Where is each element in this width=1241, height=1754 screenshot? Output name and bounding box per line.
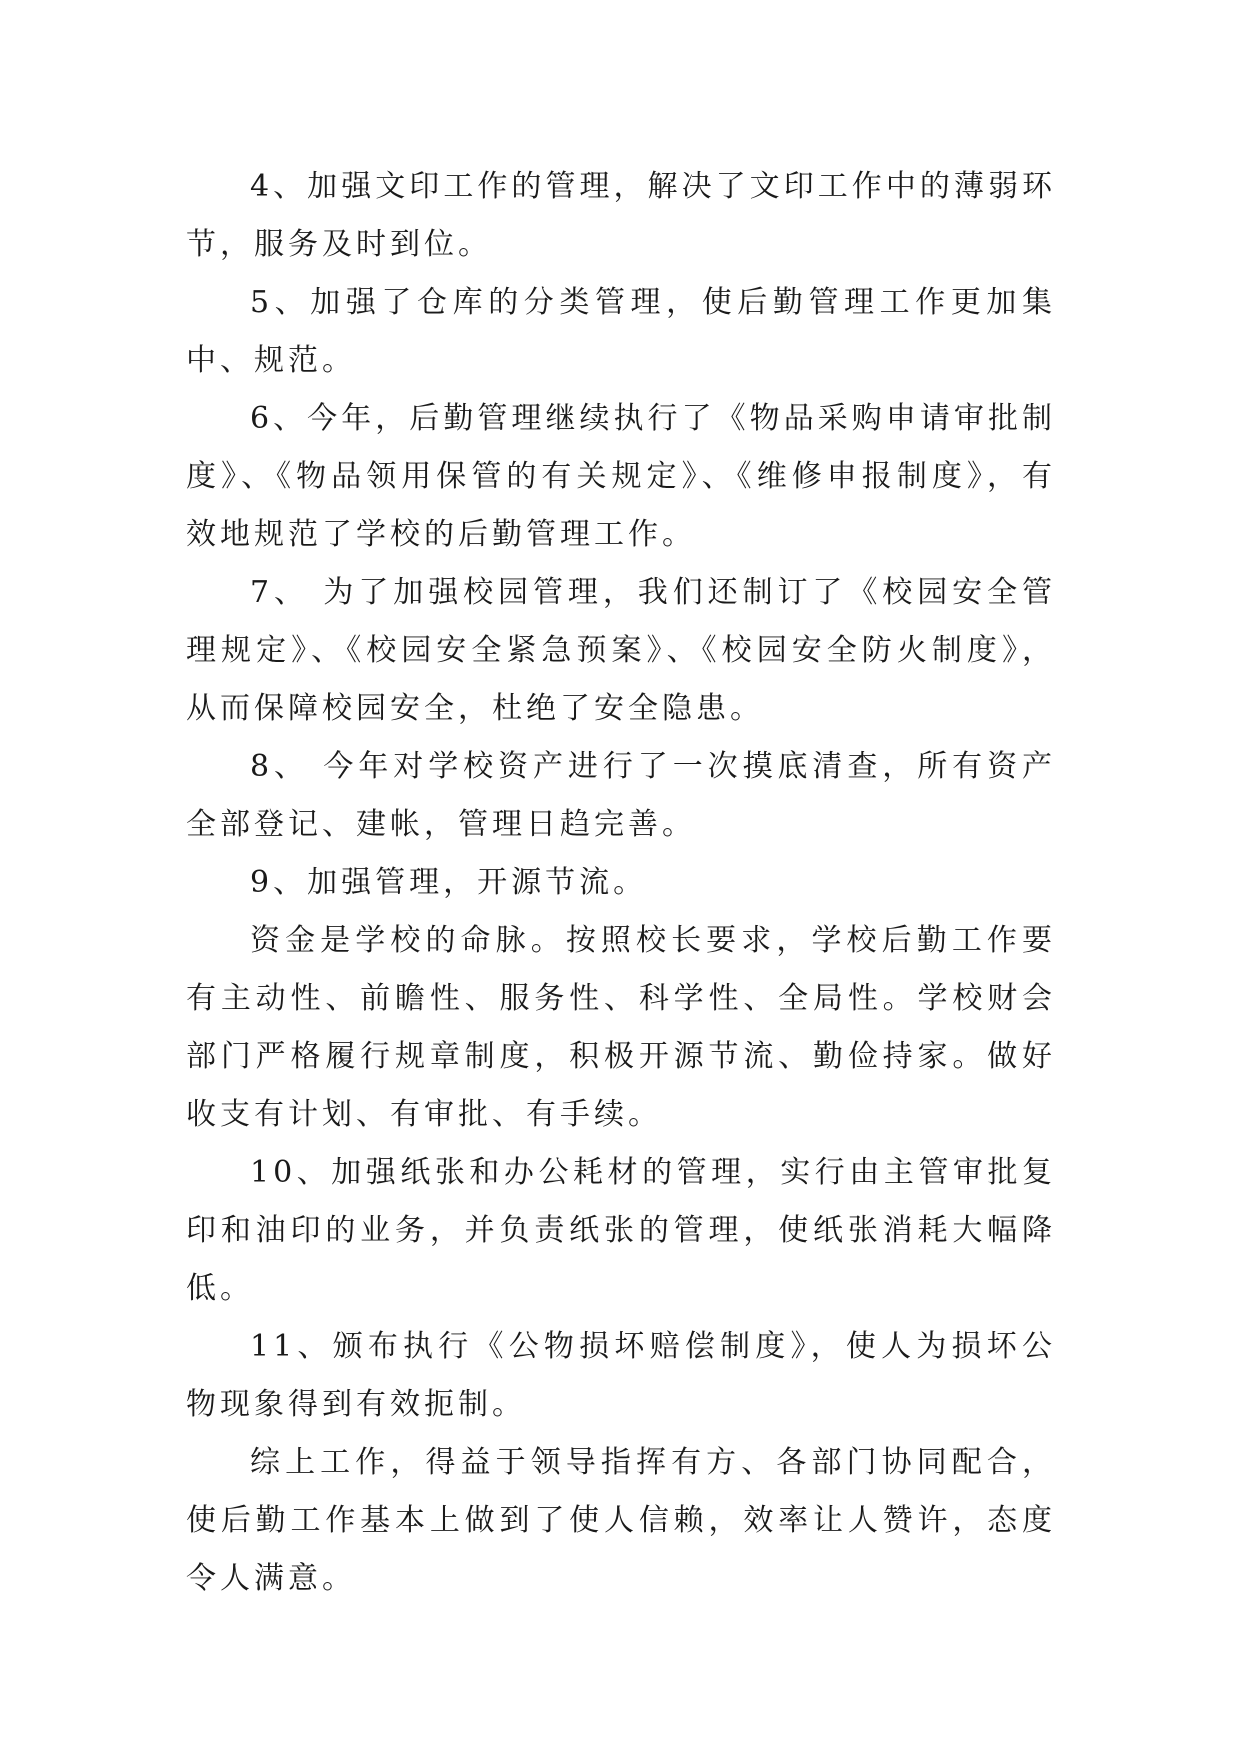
paragraph-summary: 综上工作，得益于领导指挥有方、各部门协同配合，使后勤工作基本上做到了使人信赖，效率让人赞许，态度令人满意。 [186,1445,1056,1596]
paragraph-item-7: 7、 为了加强校园管理，我们还制订了《校园安全管理规定》、《校园安全紧急预案》、《校园安全防火制度》，从而保障校园安全，杜绝了安全隐患。 [186,575,1056,726]
paragraph-item-5: 5、加强了仓库的分类管理，使后勤管理工作更加集中、规范。 [186,285,1056,378]
paragraph-item-8: 8、 今年对学校资产进行了一次摸底清查，所有资产全部登记、建帐，管理日趋完善。 [186,749,1056,842]
paragraph-item-11: 11、颁布执行《公物损坏赔偿制度》，使人为损坏公物现象得到有效扼制。 [186,1329,1056,1422]
paragraph-item-6: 6、今年，后勤管理继续执行了《物品采购申请审批制度》、《物品领用保管的有关规定》、《维修申报制度》，有效地规范了学校的后勤管理工作。 [186,401,1056,552]
paragraph-item-10: 10、加强纸张和办公耗材的管理，实行由主管审批复印和油印的业务，并负责纸张的管理，使纸张消耗大幅降低。 [186,1155,1056,1306]
paragraph-item-4: 4、加强文印工作的管理，解决了文印工作中的薄弱环节，服务及时到位。 [186,169,1056,262]
paragraph-funding: 资金是学校的命脉。按照校长要求，学校后勤工作要有主动性、前瞻性、服务性、科学性、全局性。学校财会部门严格履行规章制度，积极开源节流、勤俭持家。做好收支有计划、有审批、有手续。 [186,923,1056,1132]
paragraph-item-9: 9、加强管理，开源节流。 [250,865,648,900]
document-body [186,158,1056,1608]
